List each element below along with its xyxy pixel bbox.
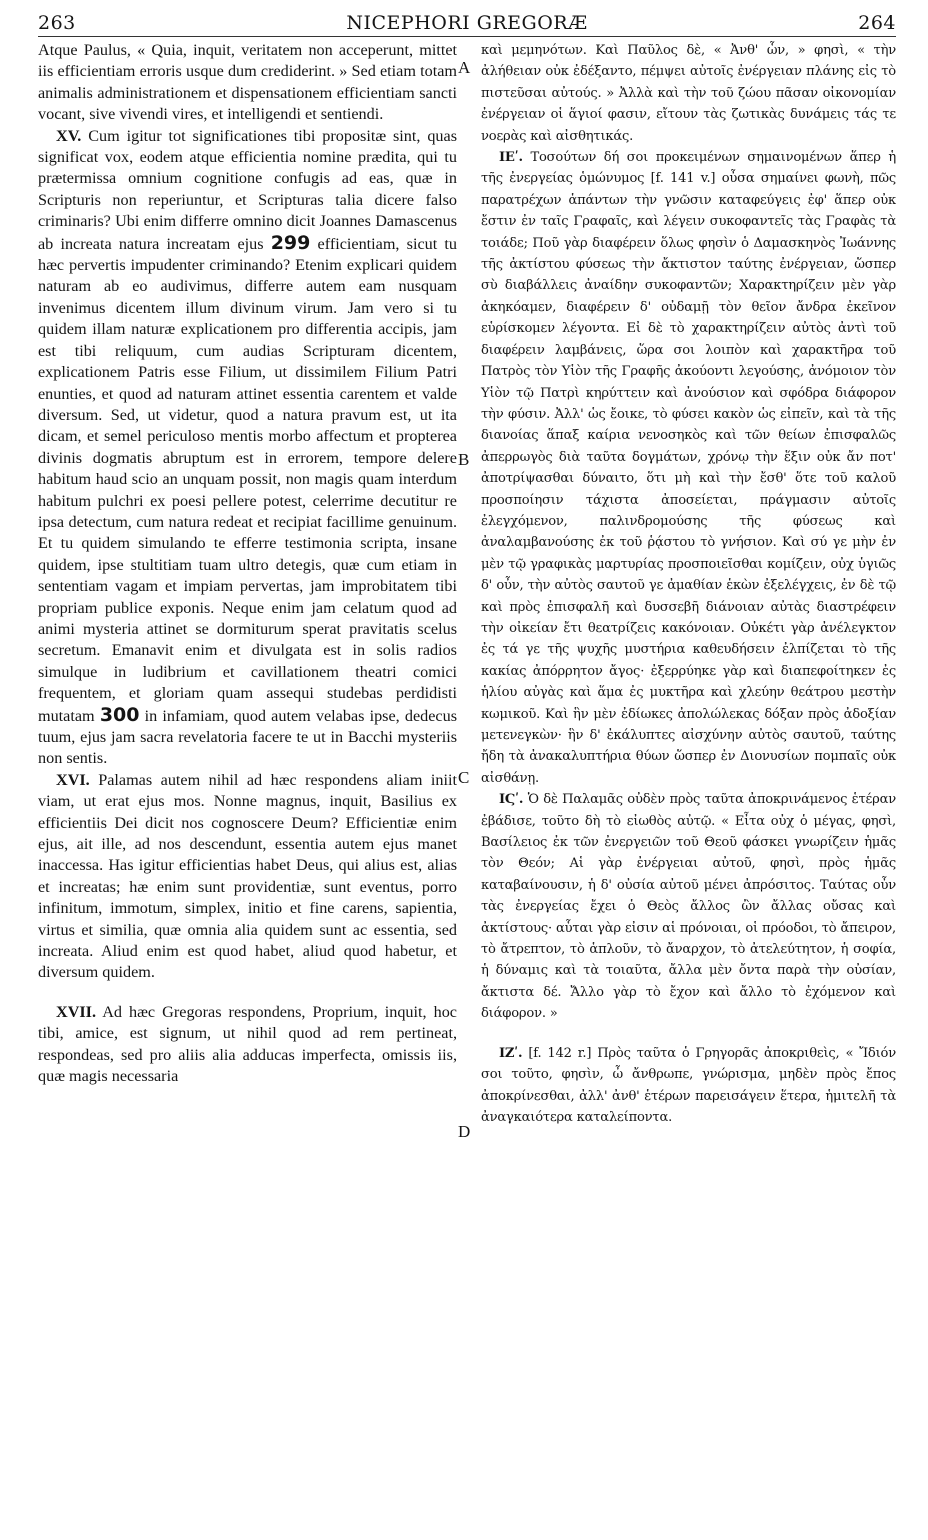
latin-paragraph-17 bbox=[38, 1002, 457, 1088]
left-page-number: 263 bbox=[38, 12, 76, 34]
latin-text: Palamas autem nihil ad hæc respondens aliam iniit viam, ut erat ejus mos. Nonne magnus, inquit, Basilius ex efficientiis Dei dicit nos cognoscere Deum? Efficientiæ enim ejus, ait ille, ad nos descendunt, essentia autem ejus manet inaccessa. Has igitur efficientias habet Deus, qui alius est, alias et increatas; hæ enim sunt providentiæ, sunt eventus, porro infinitum, immotum, simplex, initio et fine carens, sapientia, virtus et similia, quæ omnia alia quidem sunt ac essentia, sed increata. Aliud enim est quod habet, aliud quod habetur, et diversum quidem. bbox=[38, 770, 457, 982]
latin-section-number: XVI. bbox=[56, 770, 90, 789]
greek-paragraph-15 bbox=[481, 147, 896, 789]
latin-section-number: XVII. bbox=[56, 1002, 97, 1021]
latin-text: efficientiam, sicut tu hæc pervertis impudenter criminando? Etenim explicari quidem naturam ab eo audivimus, differre autem eam nusquam invenimus dicentem illum divinum virum. Jam vero si tu quidem illam naturæ explicationem pro differentia accipis, jam est tibi reliquum, cum audias Scripturam dicentem, explicationem Patris esse Filium, ut dissimilem Filium Patri enunties, et quod ad naturam attinet essentia carentem et valde diversum. Sed, ut videtur, quod a natura pravum est, ut ita dicam, et semel periculoso mentis morbo affectum et propterea divinis dogmatis abruptum est in errorem, tempore delere habitum haud scio an unquam possit, non magis quam interdum habitum pulchri ex poesi pellere potest, celerrime decutitur re ipsa detectum, cum natura redeat et recipiat facillime genuinum. Et tu quidem simulando te efferre testimonia scripta, insane quidem, ipse stultitiam tuam ultro detegis, quæ cum etiam in sententiam vagam et impiam pervertas, jam improbitatem tibi propriam publice exponis. Neque enim jam celatum quod ad animi mysteria attinet se dormiturum sperat pravitatis scelus secretum. Emanavit enim et divulgata est in solis radios simulque in ludibrium et cavillationem theatri comici frequentem, et gloriam quam assequi studebas perdidisti mutatam bbox=[38, 234, 457, 725]
latin-paragraph-16 bbox=[38, 770, 457, 984]
right-page-number: 264 bbox=[858, 12, 896, 34]
latin-text: Ad hæc Gregoras respondens, Proprium, inquit, hoc tibi, amice, est signum, ut nihil quod ad rem pertineat, respondeas, sed pro aliis alia adducas imperfecta, omissis iis, quæ magis necessaria bbox=[38, 1002, 457, 1086]
running-title: NICEPHORI GREGORÆ bbox=[346, 12, 588, 34]
column-number: 299 bbox=[270, 231, 311, 254]
header-rule bbox=[38, 36, 896, 37]
latin-section-number: XV. bbox=[56, 126, 82, 145]
margin-letter-d: D bbox=[458, 1122, 471, 1141]
greek-text: Τοσούτων δή σοι προκειμένων σημαινομένων ἅπερ ἡ τῆς ἐνεργείας ὁμώνυμος [f. 141 v.] οὖσα σημαίνει φωνὴ, πῶς παρατρέχων ἁπάντων τὴν γνῶσιν καταφεύγεις ἐφ' ἅπερ οὐκ ἔστιν ἐν ταῖς Γραφαῖς, καὶ λέγειν συκοφαντεῖς τὰς Γραφὰς τὰ τοιάδε; Ποῦ γὰρ διαφέρειν ὅλως φησὶν ὁ Δαμασκηνὸς Ἰωάννης τῆς ἀκτίστου φύσεως τὴν ἄκτιστον ταύτης ἐνέργειαν, ὥσπερ σὺ διαβάλλεις ἀναίδην συκοφαντῶν; Χαρακτηρίζειν μὲν γὰρ ἀκηκόαμεν, διαφέρειν δ' οὐδαμῇ τὸν θεῖον ἄνδρα ἐκεῖνον εὑρίσκομεν λέγοντα. Εἰ δὲ τὸ χαρακτηρίζειν αὐτὸς ἀντὶ τοῦ διαφέρειν λαμβάνεις, ὥρα σοι λοιπὸν καὶ χαρακτῆρα τοῦ Πατρὸς τὸν Υἱὸν τῆς Γραφῆς ἀκούοντι λεγούσης, ἀνόμοιον τὸν Υἱὸν τῷ Πατρὶ κηρύττειν καὶ ἀνούσιον καὶ σφόδρα διάφορον τὴν φύσιν. Ἀλλ' ὡς ἔοικε, τὸ φύσει κακὸν ὡς εἰπεῖν, καὶ τὰ τῆς διανοίας ἅπαξ καίρια νενοσηκὸς καὶ τῶν θείων ἐπισφαλῶς ἀπερρωγὸς διὰ ταῦτα δογμάτων, χρόνῳ τὴν ἕξιν οὐκ ἄν ποτ' ἀποτρίψασθαι δύναιτο, ὅτι μὴ καὶ τὴν ἔσθ' ὅτε τοῦ καλοῦ προσποίησιν τάχιστα ἀποσείεται, πράγμασιν αὐτοῖς ἐλεγχόμενον, παλινδρομούσης τῆς φύσεως καὶ ἀναλαμβανούσης ἐκ τοῦ ῥᾴστου τὸ γνήσιον. Καὶ σύ γε μὴν ἐν μὲν τῷ γραφικὰς μαρτυρίας προσποιεῖσθαι κομίζειν, οὐχ ὑγιῶς δ' οὖν, τὴν αὐτὸς σαυτοῦ γε ἀμαθίαν ἑκὼν ἐξελέγχεις, ἐν δὲ τῷ καὶ πρὸς ἐπισφαλῆ καὶ δυσσεβῆ διάνοιαν αὐτὰς διαστρέφειν τὴν οἰκείαν ἔτι θεατρίζεις κακόνοιαν. Οὐκέτι γὰρ ἀνέλεγκτον ἐς τά γε τῆς ψυχῆς μυστήρια καθευδήσειν ἐλπίζεται τὸ τῆς κακίας ἀπόρρητον ἄγος· ἐξερρύηκε γὰρ καὶ διαπεφοίτηκεν ἐς ἡλίου αὐγὰς καὶ ἅμα ἐς μυκτῆρα καὶ χλεύην θεάτρου μεστὴν κωμικοῦ. Καὶ ἣν μὲν ἐδίωκες ἀπολώλεκας δόξαν πρὸς ἀδοξίαν μετενεγκὼν· ἣν δ' ἐκάλυπτες αἰσχύνην αὐτὸς σαυτοῦ, ταύτης ἤδη τὰ ἀνακαλυπτήρια θύων ὥσπερ ἐν Διονυσίων πομπαῖς οὐκ αἰσθάνῃ. bbox=[481, 150, 896, 786]
margin-letter-b: B bbox=[458, 450, 470, 469]
latin-paragraph-15 bbox=[38, 126, 457, 770]
greek-section-number: ΙΕʹ. bbox=[499, 150, 523, 166]
page-header bbox=[38, 8, 896, 38]
margin-letter-c: C bbox=[458, 768, 470, 787]
greek-paragraph-17 bbox=[481, 1043, 896, 1129]
latin-text: in infamiam, quod autem velabas ipse, dedecus tuum, ejus jam sacra revelatoria facere te ut in Bacchi mysteriis non sentis. bbox=[38, 706, 458, 768]
greek-column bbox=[481, 40, 896, 1128]
greek-section-number: ΙΖʹ. bbox=[499, 1045, 523, 1061]
margin-letter-a: A bbox=[458, 58, 471, 77]
greek-text: [f. 142 r.] Πρὸς ταῦτα ὁ Γρηγορᾶς ἀποκριθεὶς, « Ἴδιόν σοι τοῦτο, φησὶν, ὦ ἄνθρωπε, γνώρισμα, μηδὲν πρὸς ἔπος ἀποκρίνεσθαι, ἀλλ' ἀνθ' ἑτέρων παρεισάγειν ἕτερα, ἡμιτελῆ τὰ ἀναγκαιότερα καταλείποντα. bbox=[481, 1045, 896, 1125]
latin-column bbox=[38, 40, 457, 1088]
greek-text: Ὁ δὲ Παλαμᾶς οὐδὲν πρὸς ταῦτα ἀποκρινάμενος ἑτέραν ἐβάδισε, τοῦτο δὴ τὸ εἰωθὸς αὐτῷ. « Εἶτα οὐχ ὁ μέγας, φησὶ, Βασίλειος ἐκ τῶν ἐνεργειῶν τοῦ Θεοῦ φάσκει γνωρίζειν ἡμᾶς τὸν Θεόν; Αἱ γὰρ ἐνέργειαι αὐτοῦ, φησὶ, πρὸς ἡμᾶς καταβαίνουσιν, ἡ δ' οὐσία αὐτοῦ μένει ἀπρόσιτος. Ταύτας οὖν τὰς ἐνεργείας ἔχει ὁ Θεὸς ἄλλος ὢν ἄλλας οὔσας καὶ ἀκτίστους· αὗται γὰρ εἰσιν αἱ πρόνοιαι, οἱ πρόοδοι, τὸ ἄπειρον, τὸ ἄτρεπτον, τὸ ἁπλοῦν, τὸ ἄναρχον, τὸ ἀτελεύτητον, ἡ σοφία, ἡ δύναμις καὶ τὰ τοιαῦτα, ἄλλα μὲν ὄντα παρὰ τὴν οὐσίαν, ἄκτιστα δέ. Ἄλλο γὰρ τὸ ἔχον καὶ ἄλλο τὸ ἐχόμενον καὶ διάφορον. » bbox=[481, 792, 896, 1022]
latin-text: Cum igitur tot significationes tibi propositæ sint, quas significat vox, eodem atque efficientia nomine prædita, qui tu prætermissa omnium cognitione confugis ad eas, quæ in Scripturis non reperiuntur, et Scripturas talia dicere falso criminaris? Ubi enim differre omnino dicit Joannes Damascenus ab increata natura increatam ejus bbox=[38, 126, 457, 253]
greek-paragraph-1: καὶ μεμηνότων. Καὶ Παῦλος δὲ, « Ἀνθ' ὧν, » φησὶ, « τὴν ἀλήθειαν οὐκ ἐδέξαντο, πέμψει αὐτοῖς ἐνέργειαν πλάνης εἰς τὸ πιστεῦσαι αὐτούς. » Ἀλλὰ καὶ τὴν τοῦ ζώου πᾶσαν οἰκονομίαν ἐνέργειαν οἱ ἅγιοί φασιν, εἴτουν τὰς ζωτικὰς δυνάμεις τάς τε νοερὰς καὶ αἰσθητικάς. bbox=[481, 43, 896, 144]
latin-paragraph-1: Atque Paulus, « Quia, inquit, veritatem non acceperunt, mittet iis efficientiam erroris usque dum crediderint. » Sed etiam totam animalis administrationem et dispensationem efficientiam sancti vocant, sive vivendi vires, et intelligendi et sentiendi. bbox=[38, 41, 457, 124]
column-number: 300 bbox=[99, 703, 140, 726]
greek-paragraph-16 bbox=[481, 789, 896, 1024]
greek-section-number: ΙϚʹ. bbox=[499, 792, 524, 808]
